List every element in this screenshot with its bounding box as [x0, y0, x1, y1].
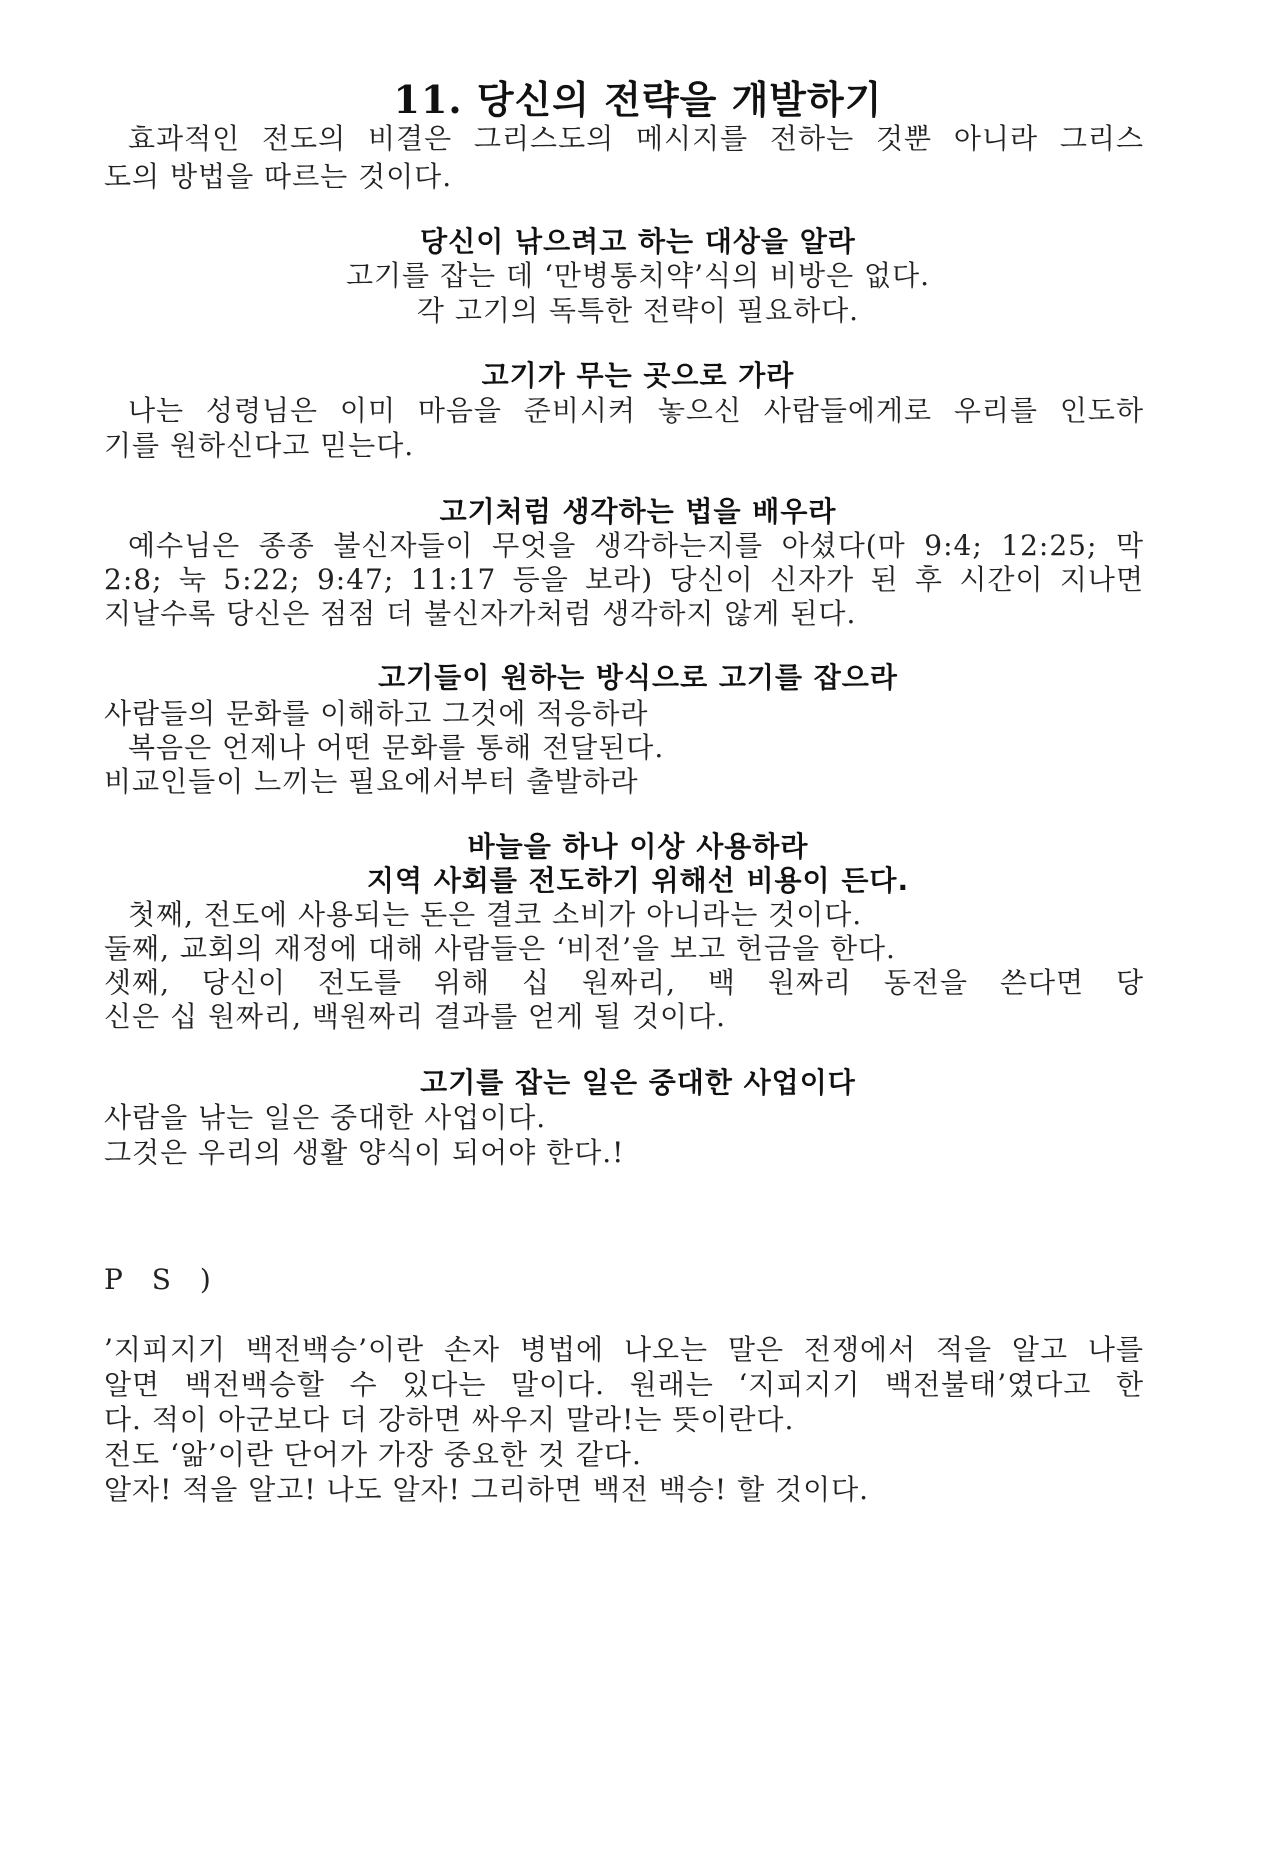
section-line: 나는 성령님은 이미 마음을 준비시켜 놓으신 사람들에게로 우리를 인도하 — [128, 394, 1144, 427]
section-line: 사람들의 문화를 이해하고 그것에 적응하라 — [104, 697, 649, 730]
ps-label: P S ) — [104, 1263, 221, 1296]
section-line: 고기를 잡는 데 ‘만병통치약’식의 비방은 없다. — [345, 259, 931, 292]
intro-line: 도의 방법을 따르는 것이다. — [104, 160, 453, 193]
section-line: 지날수록 당신은 점점 더 불신자가처럼 생각하지 않게 된다. — [104, 597, 857, 630]
section-heading: 당신이 낚으려고 하는 대상을 알라 — [420, 225, 856, 258]
ps-line: 다. 적이 아군보다 더 강하면 싸우지 말라!는 뜻이란다. — [104, 1403, 795, 1436]
ps-line: 알자! 적을 알고! 나도 알자! 그리하면 백전 백승! 할 것이다. — [104, 1473, 870, 1506]
ps-line: ’지피지기 백전백승’이란 손자 병법에 나오는 말은 전쟁에서 적을 알고 나를 — [104, 1333, 1144, 1366]
section-line: 셋째, 당신이 전도를 위해 십 원짜리, 백 원짜리 동전을 쓴다면 당 — [104, 966, 1144, 999]
section-line: 복음은 언제나 어떤 문화를 통해 전달된다. — [128, 731, 665, 764]
document-title: 11. 당신의 전략을 개발하기 — [393, 77, 883, 122]
section-line: 신은 십 원짜리, 백원짜리 결과를 얻게 될 것이다. — [104, 1000, 727, 1033]
section-line: 2:8; 눅 5:22; 9:47; 11:17 등을 보라) 당신이 신자가 된 후 시간이 지나면 — [104, 563, 1144, 596]
section-line: 그것은 우리의 생활 양식이 되어야 한다.! — [104, 1136, 625, 1169]
section-line: 비교인들이 느끼는 필요에서부터 출발하라 — [104, 765, 639, 798]
section-line: 둘째, 교회의 재정에 대해 사람들은 ‘비전’을 보고 헌금을 한다. — [104, 932, 896, 965]
ps-line: 전도 ‘앎’이란 단어가 가장 중요한 것 같다. — [104, 1438, 642, 1471]
section-line: 예수님은 종종 불신자들이 무엇을 생각하는지를 아셨다(마 9:4; 12:25; 막 — [128, 529, 1144, 562]
intro-line: 효과적인 전도의 비결은 그리스도의 메시지를 전하는 것뿐 아니라 그리스 — [128, 122, 1144, 155]
section-line: 기를 원하신다고 믿는다. — [104, 429, 415, 462]
section-line: 사람을 낚는 일은 중대한 사업이다. — [104, 1101, 547, 1134]
section-heading: 고기처럼 생각하는 법을 배우라 — [439, 495, 837, 528]
section-line: 각 고기의 독특한 전략이 필요하다. — [416, 294, 860, 327]
section-heading: 고기를 잡는 일은 중대한 사업이다 — [420, 1066, 856, 1099]
section-heading: 고기가 무는 곳으로 가라 — [481, 359, 795, 392]
ps-line: 알면 백전백승할 수 있다는 말이다. 원래는 ‘지피지기 백전불태’였다고 한 — [104, 1368, 1144, 1401]
section-heading: 바늘을 하나 이상 사용하라 — [467, 830, 809, 863]
section-subheading: 지역 사회를 전도하기 위해선 비용이 든다. — [366, 864, 910, 897]
section-heading: 고기들이 원하는 방식으로 고기를 잡으라 — [378, 661, 898, 694]
section-line: 첫째, 전도에 사용되는 돈은 결코 소비가 아니라는 것이다. — [128, 898, 863, 931]
